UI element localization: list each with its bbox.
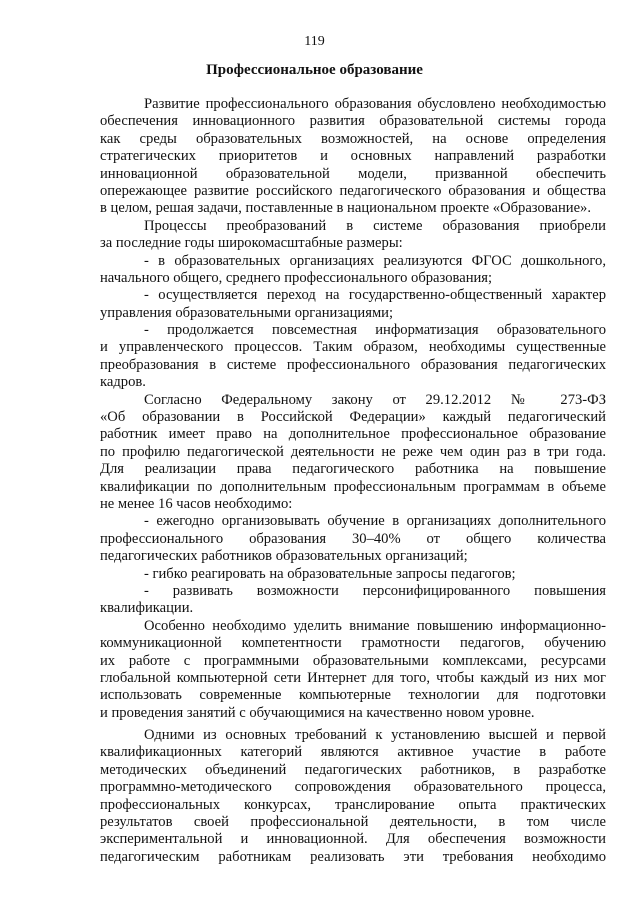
text-line: Процессы преобразований в системе образования приобрели	[144, 217, 606, 234]
text-line: не менее 16 часов необходимо:	[100, 495, 293, 512]
text-line: начального общего, среднего профессионального образования;	[100, 269, 493, 286]
page-number: 119	[304, 34, 325, 49]
text-line: результатов своей профессиональной деятельности, в том числе	[100, 814, 606, 831]
text-line: стратегических приоритетов и основных направлений разработки	[100, 148, 606, 165]
text-line: - осуществляется переход на государственно-общественный характер	[144, 287, 606, 304]
text-line: квалификации по дополнительным профессиональным программам в объеме	[100, 478, 606, 495]
text-line: Особенно необходимо уделить внимание повышению информационно-	[144, 617, 606, 634]
text-line: программно-методического сопровождения образовательного процесса,	[100, 779, 606, 796]
text-line: - ежегодно организовывать обучение в организациях дополнительного	[144, 513, 606, 530]
text-line: глобальной компьютерной сети Интернет для того, чтобы каждый из них мог	[100, 669, 606, 686]
text-line: экспериментальной и инновационной. Для обеспечения возможности	[100, 831, 606, 848]
text-line: и управленческого процессов. Таким образом, необходимы существенные	[100, 339, 606, 356]
text-line: инновационной образовательной модели, призванной обеспечить	[100, 165, 606, 182]
text-line: по профилю педагогической деятельности не реже чем один раз в три года.	[100, 443, 606, 460]
text-line: квалификации.	[100, 600, 194, 617]
text-line: - развивать возможности персонифицированного повышения	[144, 582, 606, 599]
text-line: методических объединений педагогических работников, в разработке	[100, 761, 606, 778]
text-line: педагогических работников образовательных организаций;	[100, 548, 468, 565]
section-title: Профессиональное образование	[206, 62, 423, 78]
text-line: опережающее развитие российского педагогического образования и общества	[100, 182, 606, 199]
text-line: управления образовательными организациями;	[100, 304, 394, 321]
text-line: и проведения занятий с обучающимися на качественно новом уровне.	[100, 704, 535, 721]
text-line: Согласно Федеральному закону от 29.12.2012 № 273-ФЗ	[144, 391, 606, 408]
text-line: - продолжается повсеместная информатизация образовательного	[144, 322, 606, 339]
text-line: работник имеет право на дополнительное профессиональное образование	[100, 426, 606, 443]
text-line: квалификационных категорий являются активное участие в работе	[100, 744, 606, 761]
text-line: Одними из основных требований к установлению высшей и первой	[144, 727, 606, 744]
text-line: их работе с программными образовательными комплексами, ресурсами	[100, 652, 606, 669]
text-line: использовать современные компьютерные технологии для подготовки	[100, 687, 606, 704]
text-line: профессионального образования 30–40% от общего количества	[100, 530, 606, 547]
text-line: профессиональных конкурсах, транслирование опыта практических	[100, 796, 606, 813]
text-line: - в образовательных организациях реализуются ФГОС дошкольного,	[144, 252, 606, 269]
text-line: Развитие профессионального образования обусловлено необходимостью	[144, 96, 606, 112]
text-line: обеспечения инновационного развития образовательной системы города	[100, 113, 606, 130]
text-line: педагогическим работникам реализовать эти требования необходимо	[100, 848, 606, 865]
text-line: за последние годы широкомасштабные размеры:	[100, 235, 403, 252]
text-line: коммуникационной компетентности грамотности педагогов, обучению	[100, 635, 606, 652]
text-line: «Об образовании в Российской Федерации» каждый педагогический	[100, 409, 606, 426]
text-line: кадров.	[100, 374, 146, 391]
text-line: Для реализации права педагогического работника на повышение	[100, 461, 606, 478]
text-line: как среды образовательных возможностей, на основе определения	[100, 130, 606, 147]
text-line: преобразования в системе профессионального образования педагогических	[100, 356, 606, 373]
document-body	[100, 96, 606, 866]
text-line: - гибко реагировать на образовательные запросы педагогов;	[144, 565, 516, 582]
text-line: в целом, решая задачи, поставленные в национальном проекте «Образование».	[100, 200, 592, 217]
